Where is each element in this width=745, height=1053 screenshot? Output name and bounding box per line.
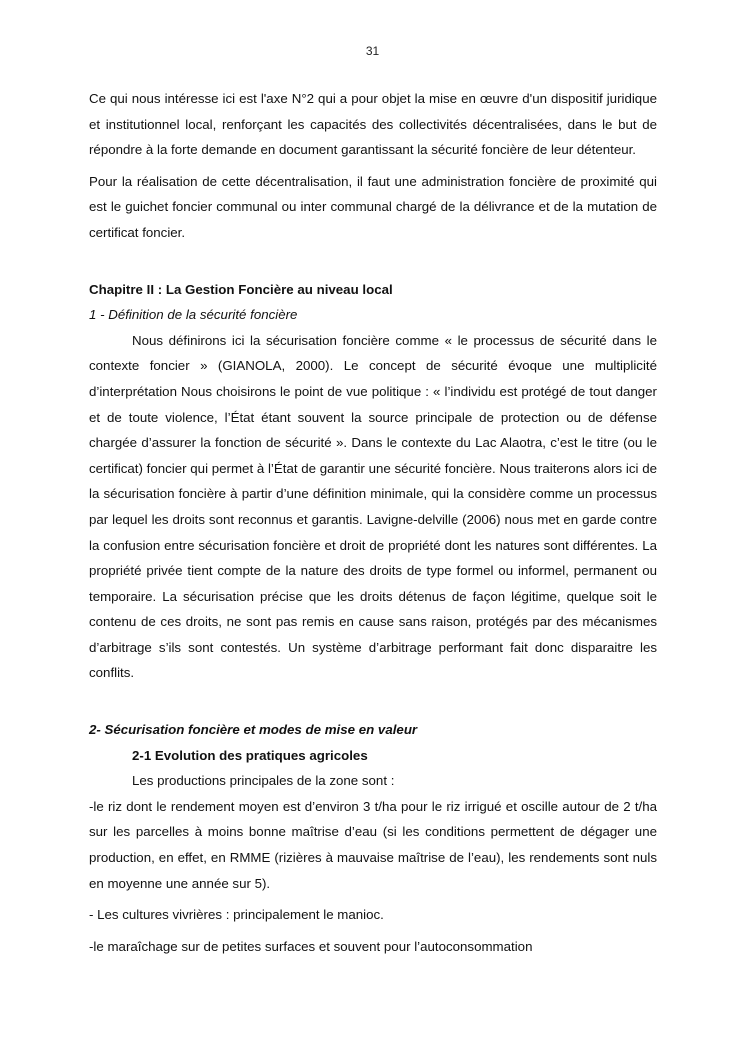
list-item-maraichage: -le maraîchage sur de petites surfaces et souvent pour l’autoconsommation	[89, 938, 533, 954]
list-item-riz: -le riz dont le rendement moyen est d’environ 3 t/ha pour le riz irrigué et oscille autour de 2 t/ha sur les parcelles à moins bonne maîtrise d’eau (si les conditions permettent de dégager une production, en effet, en RMME (rizières à mauvaise maîtrise de l’eau), les rendements sont nuls en moyenne une année sur 5).	[89, 798, 657, 891]
chapter-title: Chapitre II : La Gestion Foncière au niveau local	[89, 281, 393, 297]
productions-intro: Les productions principales de la zone sont :	[132, 773, 395, 789]
section-title-definition: 1 - Définition de la sécurité foncière	[89, 307, 298, 323]
subsection-title-pratiques: 2-1 Evolution des pratiques agricoles	[132, 747, 368, 763]
intro-paragraph-axe: Ce qui nous intéresse ici est l'axe N°2 qui a pour objet la mise en œuvre d'un dispositif juridique et institutionnel local, renforçant les capacités des collectivités décentralisées, dans le but de répondre à la forte demande en document garantissant la sécurité foncière de leur détenteur.	[89, 91, 657, 158]
page-number: 31	[365, 44, 380, 58]
list-item-vivrieres: - Les cultures vivrières : principalement le manioc.	[89, 907, 384, 923]
definition-paragraph: Nous définirons ici la sécurisation foncière comme « le processus de sécurité dans le contexte foncier » (GIANOLA, 2000). Le concept de sécurité évoque une multiplicité d’interprétation Nous choisirons le point de vue politique : « l’individu est protégé de tout danger et de toute violence, l’État étant souvent la source principale de protection ou de défense chargée d’assurer la fonction de sécurité ». Dans le contexte du Lac Alaotra, c’est le titre (ou le certificat) foncier qui permet à l’État de garantir une sécurité foncière. Nous traiterons alors ici de la sécurisation foncière à partir d’une définition minimale, qui la considère comme un processus par lequel les droits sont reconnus et garantis. Lavigne-delville (2006) nous met en garde contre la confusion entre sécurisation foncière et droit de propriété dont les natures sont différentes. La propriété privée tient compte de la nature des droits de type formel ou informel, permanent ou temporaire. La sécurisation précise que les droits détenus de façon légitime, quelque soit le contenu de ces droits, ne sont pas remis en cause sans raison, protégés par des mécanismes d’arbitrage s’ils sont contestés. Un système d’arbitrage performant fait donc disparaitre les conflits.	[89, 332, 657, 681]
intro-paragraph-decentralisation: Pour la réalisation de cette décentralisation, il faut une administration foncière de proximité qui est le guichet foncier communal ou inter communal chargé de la délivrance et de la mutation de certificat foncier.	[89, 173, 657, 240]
section-title-securisation: 2- Sécurisation foncière et modes de mise en valeur	[89, 722, 418, 738]
page-body	[89, 86, 657, 959]
